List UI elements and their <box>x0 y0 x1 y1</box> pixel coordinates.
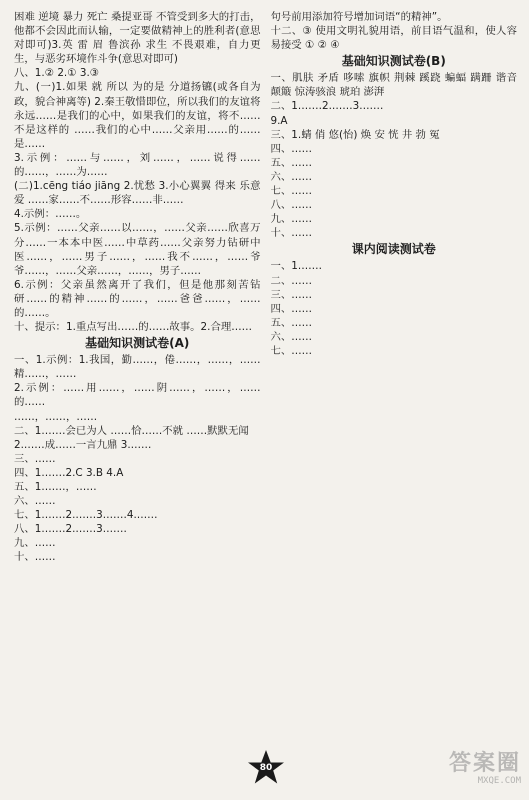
page-footer <box>0 742 529 800</box>
answer-paragraph: (二)1.cēng tiáo jiāng 2.忧愁 3.小心翼翼 得来 乐意 爱 ……家……不……形容……非…… <box>14 180 261 207</box>
answer-paragraph: 四、…… <box>270 302 313 315</box>
watermark-logo <box>449 752 521 786</box>
answer-paragraph: 八、…… <box>270 199 313 212</box>
answer-paragraph: 七、…… <box>270 344 313 357</box>
answer-paragraph: 2.示例：……用……，……阴……，……，……的…… <box>14 382 261 409</box>
answer-paragraph: 六、…… <box>14 495 56 508</box>
answer-paragraph: 6.示例：父亲虽然离开了我们，但是他那刻苦钻研……的精神……的……，……爸爸……，……的……。 <box>14 278 261 319</box>
right-column <box>271 10 518 746</box>
answer-paragraph: 一、肌肤 矛盾 哆嗦 旗帜 荆棘 蹊跷 蝙蝠 蹒跚 谐音 颠簸 惊涛骇浪 琥珀 澎湃 <box>270 72 517 99</box>
answer-paragraph: 三、…… <box>14 452 56 465</box>
answer-paragraph: 十、…… <box>270 227 313 240</box>
answer-paragraph: 四、…… <box>270 142 313 155</box>
answer-paragraph: 七、1.……2.……3.……4.…… <box>14 509 158 522</box>
watermark-title: 答案圈 <box>448 751 521 776</box>
answer-paragraph: 2.……成……一言九鼎 3.…… <box>14 438 152 451</box>
answer-paragraph: 困难 逆境 暴力 死亡 桑提亚哥 不管受到多大的打击，他都不会因此而认输，一定要做精神上的胜利者(意思对即可)3.英 雷 眉 鲁滨孙 求生 不畏艰难，自力更生，与恶劣环境作斗争(意思对即可) <box>14 11 261 66</box>
answer-paragraph: 十、提示：1.重点写出……的……故事。2.合理…… <box>14 321 253 334</box>
section-title: 基础知识测试卷(B) <box>341 54 446 69</box>
answer-paragraph: 9.A <box>270 114 288 127</box>
page-number-badge <box>246 748 286 788</box>
answer-paragraph: 六、…… <box>270 170 313 183</box>
left-column <box>14 10 261 746</box>
answer-paragraph: 四、1.……2.C 3.B 4.A <box>14 466 124 479</box>
answer-paragraph: 十二、③ 使用文明礼貌用语，前目语气温和，使人容易接受 ① ② ④ <box>270 25 517 52</box>
answer-paragraph: 4.示例：……。 <box>14 208 87 221</box>
answer-paragraph: 八、1.② 2.① 3.③ <box>14 67 100 80</box>
answer-paragraph: 八、1.……2.……3.…… <box>14 523 127 536</box>
answer-paragraph: 七、…… <box>270 185 313 198</box>
answer-paragraph: 十、…… <box>14 551 56 564</box>
section-title: 基础知识测试卷(A) <box>85 336 190 351</box>
answer-paragraph: 二、1.……会已为人 ……恰……不就 ……默默无闻 <box>14 424 249 437</box>
answer-paragraph: 九、…… <box>270 213 313 226</box>
answer-paragraph: 六、…… <box>270 330 313 343</box>
answer-paragraph: 3.示例：……与……，刘……，……说得……的……，……为…… <box>14 151 261 179</box>
answer-paragraph: 五、1.……，…… <box>14 481 97 493</box>
answer-paragraph: 五、…… <box>270 156 313 169</box>
answer-paragraph: 九、…… <box>14 537 56 550</box>
watermark-url: MXQE.COM <box>477 776 521 786</box>
page-number: 80 <box>259 763 273 773</box>
answer-paragraph: 5.示例：……父亲……以……，……父亲……欣喜万分……一本本中医……中草药……父亲努力钻研中医……，……男子……，……我不……，……爷爷……，……父亲……，……，男子…… <box>14 222 261 277</box>
answer-paragraph: 句号前用添加符号增加词语“的精神”。 <box>270 11 448 23</box>
answer-paragraph: 九、(一)1.如果 就 所以 为的是 分道扬镳(或各自为政，貌合神离等) 2.秦王敬惜即位，所以我们的友谊将永远……是我们的心中，如果我们的友谊，将不……不是这样的 ……我们的心中……父亲用……的……是…… <box>14 81 261 150</box>
answer-paragraph: 一、1.…… <box>270 260 322 273</box>
answer-paragraph: 二、1.……2.……3.…… <box>270 100 384 113</box>
answer-paragraph: 一、1.示例：1.我国，勤……，倦……，……，……精……，…… <box>14 354 261 381</box>
section-title: 课内阅读测试卷 <box>351 242 436 257</box>
answer-paragraph: 五、…… <box>270 316 313 329</box>
answer-paragraph: 二、…… <box>270 274 313 287</box>
answer-paragraph: ……，……，…… <box>14 410 98 423</box>
answer-paragraph: 三、1.蜻 俏 悠(怡) 焕 安 恍 井 勃 冤 <box>270 128 440 141</box>
answer-paragraph: 三、…… <box>270 288 313 301</box>
answer-columns <box>14 10 517 746</box>
